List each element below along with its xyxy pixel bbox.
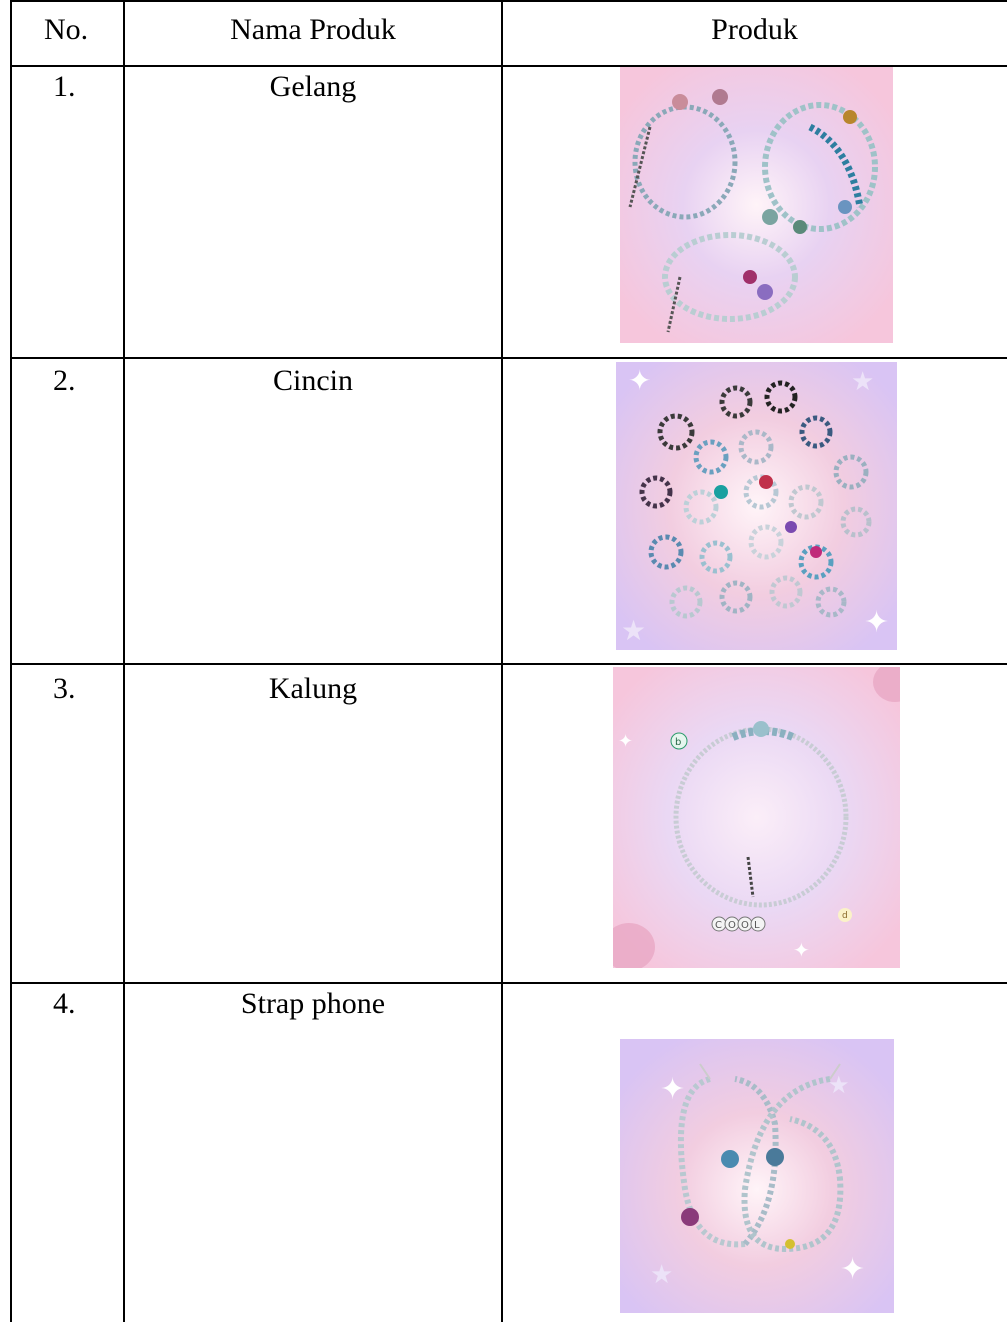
row-divider-2	[10, 663, 1007, 665]
ring-photo	[616, 362, 897, 650]
necklace-photo	[613, 667, 900, 968]
svg-text:✦: ✦	[793, 940, 810, 962]
row-4-number: 4.	[53, 987, 76, 1020]
row-3-name: Kalung	[268, 672, 358, 705]
svg-text:b: b	[675, 737, 682, 748]
table-border-left	[10, 0, 12, 1322]
svg-text:✦: ✦	[840, 1253, 866, 1286]
row-4-name: Strap phone	[240, 987, 386, 1020]
svg-text:★: ★	[621, 616, 647, 647]
svg-text:✦: ✦	[864, 606, 890, 639]
svg-text:O: O	[728, 920, 736, 931]
header-product-name: Nama Produk	[230, 13, 396, 46]
svg-text:L: L	[754, 920, 760, 931]
svg-text:✦: ✦	[628, 366, 652, 397]
column-divider-1	[123, 0, 125, 1322]
row-divider-1	[10, 357, 1007, 359]
svg-text:✦: ✦	[660, 1073, 686, 1106]
svg-text:C: C	[715, 920, 722, 931]
header-no: No.	[44, 13, 89, 46]
row-2-number: 2.	[53, 364, 76, 397]
svg-text:★: ★	[650, 1260, 674, 1289]
svg-text:d: d	[842, 911, 848, 921]
row-2-name: Cincin	[273, 364, 353, 397]
svg-text:✦: ✦	[618, 731, 634, 751]
svg-text:★: ★	[851, 367, 875, 396]
row-1-number: 1.	[53, 70, 76, 103]
svg-text:★: ★	[828, 1073, 850, 1099]
svg-text:O: O	[741, 920, 749, 931]
header-product: Produk	[711, 13, 798, 46]
column-divider-2	[501, 0, 503, 1322]
bracelet-photo	[620, 67, 893, 343]
table-border-top	[10, 0, 1007, 2]
row-3-number: 3.	[53, 672, 76, 705]
phone-strap-photo	[620, 1039, 894, 1313]
row-divider-3	[10, 982, 1007, 984]
row-1-name: Gelang	[269, 70, 357, 103]
